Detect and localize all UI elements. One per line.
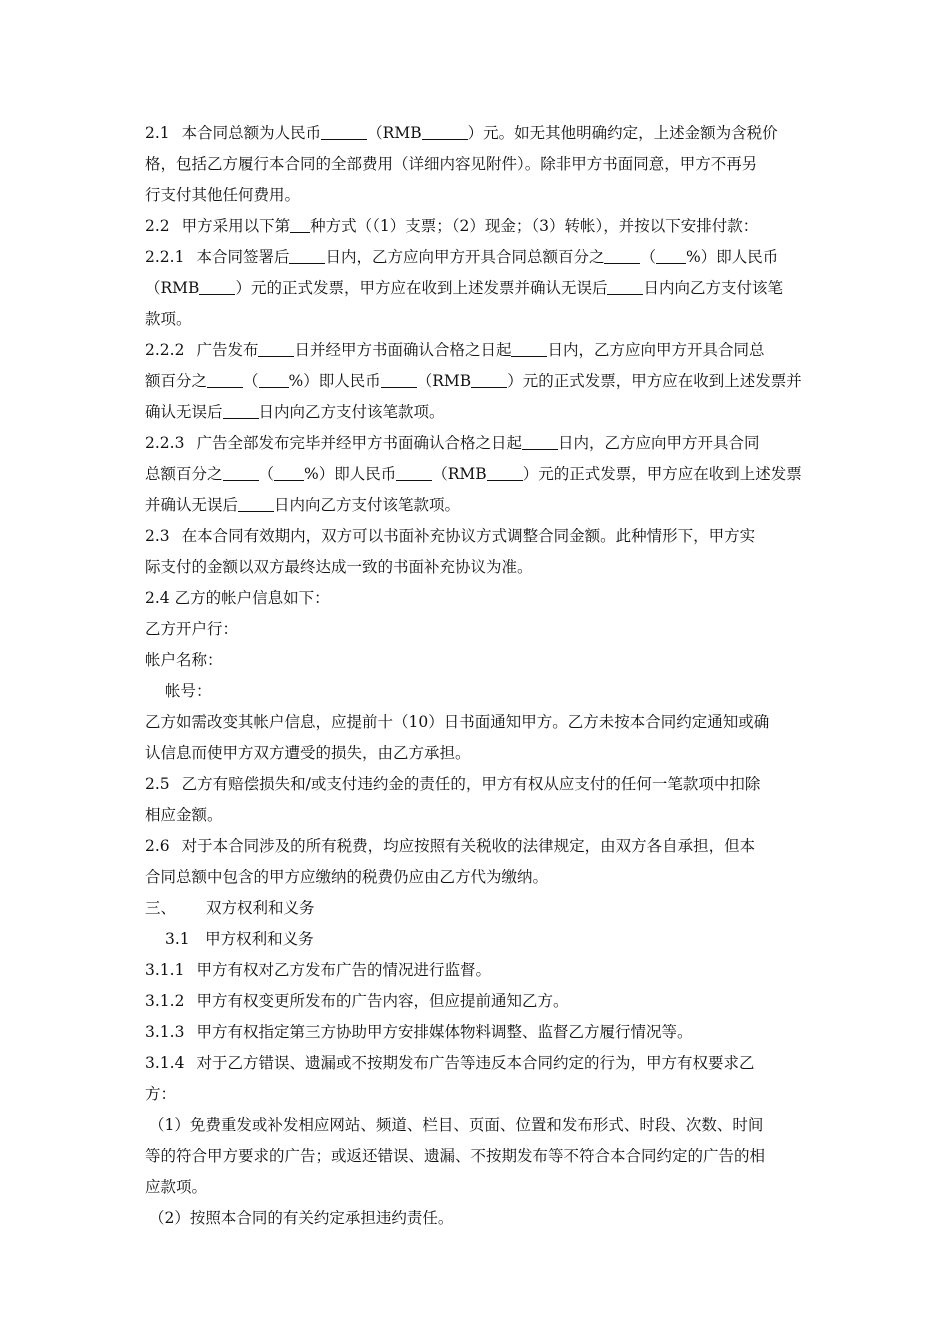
clause-2-3: 2.3 在本合同有效期内，双方可以书面补充协议方式调整合同金额。此种情形下，甲方实 [145, 527, 756, 545]
blank [258, 338, 294, 357]
item-2: （2）按照本合同的有关约定承担违约责任。 [149, 1209, 454, 1227]
contract-page: 2.1 本合同总额为人民币 （RMB ）元。如无其他明确约定，上述金额为含税价 格，包括乙方履行本合同的全部费用（详细内容见附件）。除非甲方书面同意，甲方不再另 行支付其他任何费用。 2.2 甲方采用以下第 种方式（（1）支票；（2）现金；（3）转帐），并按以下安排付款： 2.2.1 本合同签署后 日内，乙方应向甲方开具合同总额百分之 （ %）即人民币 （RMB ）元的正式发票，甲方应在收到上述发票并确认无误后 日内向乙方支付该笔 款项。 2.2.2 广告发布 日并经甲方书面确认合格之日起 日内，乙方应向甲方开具合同总 额百分之 （ %）即人民币 （RMB ）元的正式发票，甲方应在收到上述发票并 确认无误后 日内向乙方支付该笔款项。 2.2.3 广告全部发布完毕并经甲方书面确认合格之日起 日内，乙方应向甲方开具合同 总额百分之 （ %）即人民币 （RMB ）元的正式发票，甲方应在收到上述发票 并确认无误后 日内向乙方支付该笔款项。 2.3 在本合同有效期内，双方可以书面补充协议方式调整合同金额。此种情形下，甲方实 际支付的金额以双方最终达成一致的书面补充协议为准。 2.4 乙方的帐户信息如下： 乙方开户行： 帐户名称： 帐号： 乙方如需改变其帐户信息，应提前十（10）日书面通知甲方。乙方未按本合同约定通知或确 认信息而使甲方双方遭受的损失，由乙方承担。 2.5 乙方有赔偿损失和/或支付违约金的责任的，甲方有权从应支付的任何一笔款项中扣除 相应金额。 2.6 对于本合同涉及的所有税费，均应按照有关税收的法律规定，由双方各自承担，但本 合同总额中包含的甲方应缴纳的税费仍应由乙方代为缴纳。 三、 双方权利和义务 3.1 甲方权利和义务 3.1.1 甲方有权对乙方发布广告的情况进行监督。 3.1.2 甲方有权变更所发布的广告内容，但应提前通知乙方。 3.1.3 甲方有权指定第三方协助甲方安排媒体物料调整、监督乙方履行情况等。 3.1.4 对于乙方错误、遗漏或不按期发布广告等违反本合同约定的行为，甲方有权要求乙 方： （1）免费重发或补发相应网站、频道、栏目、页面、位置和发布形式、时段、次数、时间 等的符合甲方要求的广告；或返还错误、遗漏、不按期发布等不符合本合同约定的广告的相 应款项。 （2）按照本合同的有关约定承担违约责任。 [145, 118, 815, 1234]
blank [604, 245, 640, 264]
clause-3-1-2: 3.1.2 甲方有权变更所发布的广告内容，但应提前通知乙方。 [145, 992, 569, 1010]
blank [274, 462, 304, 481]
blank [511, 338, 547, 357]
blank [381, 369, 417, 388]
clause-2-4: 2.4 乙方的帐户信息如下： [145, 589, 330, 607]
blank [223, 400, 259, 419]
blank [656, 245, 686, 264]
account-change-notice: 乙方如需改变其帐户信息，应提前十（10）日书面通知甲方。乙方未按本合同约定通知或确 [145, 713, 770, 731]
clause-3-1: 3.1 甲方权利和义务 [165, 930, 314, 948]
blank [289, 245, 325, 264]
blank [607, 276, 643, 295]
blank [422, 121, 468, 140]
clause-2-5: 2.5 乙方有赔偿损失和/或支付违约金的责任的，甲方有权从应支付的任何一笔款项中扣除 [145, 775, 761, 793]
account-name-label: 帐户名称： [145, 651, 223, 669]
clause-2-2-3: 2.2.3 广告全部发布完毕并经甲方书面确认合格之日起 日内，乙方应向甲方开具合同 [145, 428, 815, 459]
account-number-label: 帐号： [165, 682, 212, 700]
clause-3-1-4: 3.1.4 对于乙方错误、遗漏或不按期发布广告等违反本合同约定的行为，甲方有权要求乙 [145, 1054, 755, 1072]
blank [259, 369, 289, 388]
blank [207, 369, 243, 388]
blank [223, 462, 259, 481]
blank [199, 276, 235, 295]
blank [238, 493, 274, 512]
blank [290, 214, 310, 233]
clause-2-2-2: 2.2.2 广告发布 日并经甲方书面确认合格之日起 日内，乙方应向甲方开具合同总 [145, 335, 815, 366]
blank [487, 462, 523, 481]
blank [396, 462, 432, 481]
blank [522, 431, 558, 450]
bank-label: 乙方开户行： [145, 620, 239, 638]
clause-3-1-3: 3.1.3 甲方有权指定第三方协助甲方安排媒体物料调整、监督乙方履行情况等。 [145, 1023, 693, 1041]
blank [471, 369, 507, 388]
clause-2-1: 2.1 本合同总额为人民币 （RMB ）元。如无其他明确约定，上述金额为含税价 [145, 118, 815, 149]
clause-3-1-1: 3.1.1 甲方有权对乙方发布广告的情况进行监督。 [145, 961, 491, 979]
clause-2-6: 2.6 对于本合同涉及的所有税费，均应按照有关税收的法律规定，由双方各自承担，但本 [145, 837, 756, 855]
clause-2-2-1: 2.2.1 本合同签署后 日内，乙方应向甲方开具合同总额百分之 （ %）即人民币 [145, 242, 815, 273]
section-3-heading: 三、 双方权利和义务 [145, 899, 315, 917]
blank [321, 121, 367, 140]
clause-2-2: 2.2 甲方采用以下第 种方式（（1）支票；（2）现金；（3）转帐），并按以下安排付款： [145, 211, 815, 242]
item-1: （1）免费重发或补发相应网站、频道、栏目、页面、位置和发布形式、时段、次数、时间 [149, 1116, 764, 1134]
